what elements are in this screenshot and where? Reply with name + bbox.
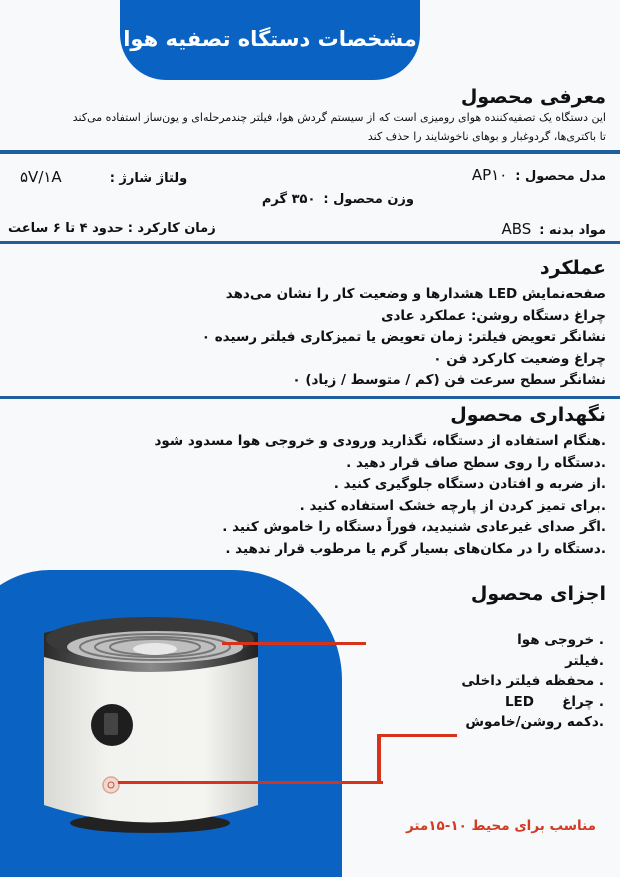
spec-model [472, 166, 606, 184]
spec-label: ولتاژ شارژ : [109, 171, 188, 186]
divider [0, 396, 620, 399]
maintenance-item: .دستگاه را روی سطح صاف قرار دهید . [346, 454, 606, 471]
intro-line: تا باکتری‌ها، گردوغبار و بوهای ناخوشایند را حذف کند [367, 130, 606, 143]
maintenance-item: .دستگاه را در مکان‌های بسیار گرم یا مرطوب قرار ندهید . [225, 540, 606, 557]
spec-material [501, 220, 606, 238]
maintenance-item: .هنگام استفاده از دستگاه، نگذارید ورودی و خروجی هوا مسدود شود [154, 433, 606, 449]
function-item: چراغ وضعیت کارکرد فن ٠ [433, 350, 606, 367]
parts-item: . چراغ LED [504, 693, 604, 710]
spec-value: ۳۵۰ گرم [261, 192, 316, 207]
intro-heading: معرفی محصول [460, 86, 606, 108]
page-title: مشخصات دستگاه تصفیه هوا [123, 27, 417, 51]
callout-line-power-button [118, 781, 383, 784]
spec-label: مدل محصول : [515, 169, 606, 184]
parts-item: . خروجی هوا [517, 632, 604, 648]
spec-label: زمان کارکرد : [127, 221, 216, 236]
function-item: نشانگر سطح سرعت فن (کم / متوسط / زیاد) ٠ [292, 372, 606, 388]
spec-value: ۵V/۱A [20, 168, 62, 186]
function-item: نشانگر تعویض فیلتر: زمان تعویض یا تمیزکاری فیلتر رسیده ٠ [201, 329, 606, 345]
title-banner [120, 0, 420, 80]
parts-item: . محفظه فیلتر داخلی [461, 673, 604, 689]
intro-line: این دستگاه یک تصفیه‌کننده هوای رومیزی است که از سیستم گردش هوا، فیلتر چندمرحله‌ای و یون‌ساز استفاده می‌کند [72, 111, 606, 124]
parts-item: .فیلتر [565, 652, 604, 669]
maintenance-item: .اگر صدای غیرعادی شنیدید، فوراً دستگاه را خاموش کنید . [222, 519, 606, 535]
function-item: چراغ دستگاه روشن: عملکرد عادی [381, 307, 606, 324]
spec-value: ABS [501, 220, 532, 238]
maintenance-item: .از ضربه و افتادن دستگاه جلوگیری کنید . [333, 476, 606, 492]
parts-heading: اجزای محصول [470, 583, 606, 605]
spec-runtime [8, 221, 216, 236]
callout-line-power-button-top [377, 734, 457, 737]
spec-label: وزن محصول : [323, 192, 414, 207]
divider [0, 241, 620, 244]
function-heading: عملکرد [539, 257, 606, 279]
function-item: صفحه‌نمایش LED هشدارها و وضعیت کار را نشان می‌دهد [225, 286, 606, 302]
parts-list [461, 630, 604, 733]
callout-line-air-outlet [222, 642, 366, 645]
maintenance-item: .برای تمیز کردن از پارچه خشک استفاده کنید . [299, 497, 606, 514]
spec-label: مواد بدنه : [539, 223, 606, 238]
parts-item: .دکمه روشن/خاموش [465, 714, 604, 730]
room-size-note: مناسب برای محیط ۱۰-۱۵متر [406, 818, 596, 834]
spec-voltage [20, 168, 187, 186]
air-purifier-image [40, 605, 270, 845]
maintenance-list [154, 431, 606, 560]
spec-value: AP۱۰ [471, 166, 508, 184]
callout-line-power-button-vertical [377, 734, 381, 784]
divider [0, 150, 620, 154]
intro-text [73, 108, 606, 146]
function-list [202, 284, 606, 392]
maintenance-heading: نگهداری محصول [450, 404, 606, 426]
spec-weight [262, 192, 414, 207]
spec-value: حدود ۴ تا ۶ ساعت [8, 221, 124, 236]
